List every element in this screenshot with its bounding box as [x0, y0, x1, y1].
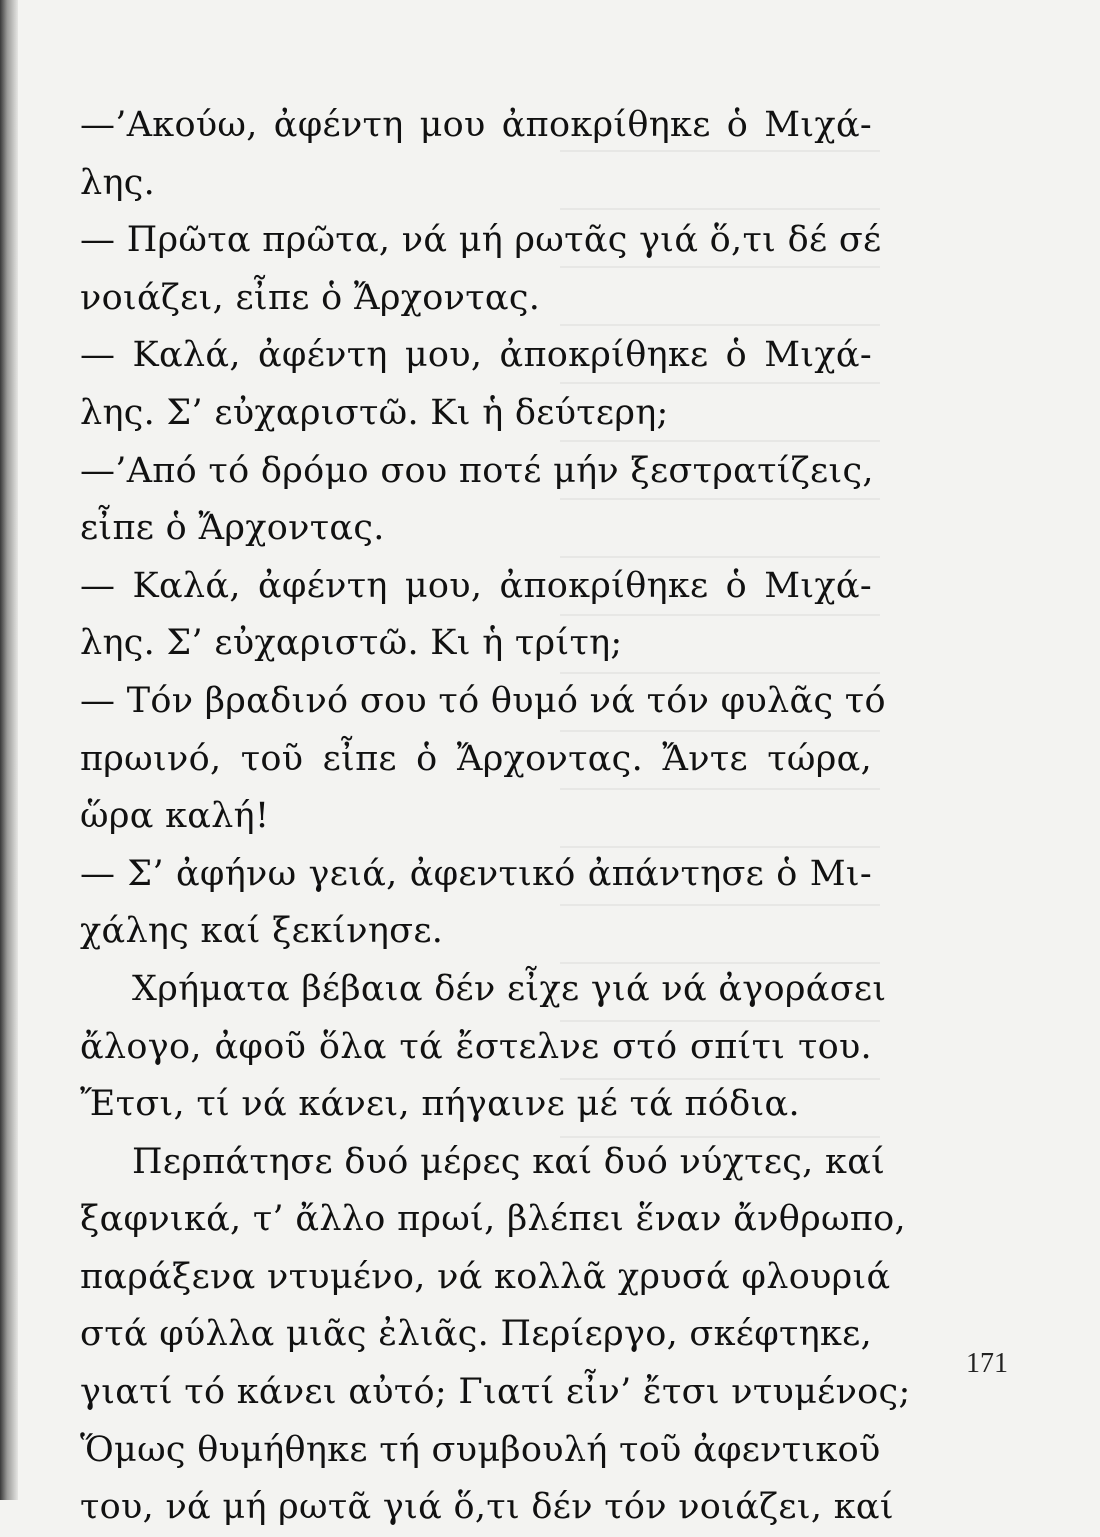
text-line: του, νά μή ρωτᾶ γιά ὅ,τι δέν τόν νοιάζει, καί: [80, 1487, 894, 1528]
text-line: — Καλά, ἀφέντη μου, ἀποκρίθηκε ὁ Μιχά-: [80, 335, 872, 376]
text-line: λης.: [80, 162, 156, 203]
text-line: ἄλογο, ἀφοῦ ὅλα τά ἔστελνε στό σπίτι του.: [80, 1026, 872, 1067]
text-line: Ἔτσι, τί νά κάνει, πήγαινε μέ τά πόδια.: [80, 1084, 800, 1125]
text-line: — Καλά, ἀφέντη μου, ἀποκρίθηκε ὁ Μιχά-: [80, 565, 872, 606]
text-line: χάλης καί ξεκίνησε.: [80, 911, 444, 952]
text-line: —’Από τό δρόμο σου ποτέ μήν ξεστρατίζεις,: [80, 450, 874, 491]
text-line: λης. Σ’ εὐχαριστῶ. Κι ἡ τρίτη;: [80, 623, 623, 664]
text-line: — Σ’ ἀφήνω γειά, ἀφεντικό ἀπάντησε ὁ Μι-: [80, 853, 872, 894]
text-line: γιατί τό κάνει αὐτό; Γιατί εἶν’ ἔτσι ντυμένος;: [80, 1372, 911, 1413]
text-line: ξαφνικά, τ’ ἄλλο πρωί, βλέπει ἕναν ἄνθρωπο,: [80, 1199, 906, 1240]
text-line: εἶπε ὁ Ἄρχοντας.: [80, 508, 385, 549]
book-gutter-shadow: [0, 0, 18, 1500]
text-line: νοιάζει, εἶπε ὁ Ἄρχοντας.: [80, 277, 541, 318]
text-line: Περπάτησε δυό μέρες καί δυό νύχτες, καί: [132, 1141, 886, 1182]
text-line: — Τόν βραδινό σου τό θυμό νά τόν φυλᾶς τό: [80, 680, 886, 721]
text-line: Ὅμως θυμήθηκε τή συμβουλή τοῦ ἀφεντικοῦ: [80, 1429, 881, 1470]
page-body-text: [80, 97, 911, 1537]
text-line: — Πρῶτα πρῶτα, νά μή ρωτᾶς γιά ὅ,τι δέ σέ: [80, 220, 882, 261]
text-line: πρωινό, τοῦ εἶπε ὁ Ἄρχοντας. Ἄντε τώρα,: [80, 738, 872, 779]
text-line: ὥρα καλή!: [80, 796, 270, 837]
text-line: παράξενα ντυμένο, νά κολλᾶ χρυσά φλουριά: [80, 1256, 891, 1297]
page-number: 171: [966, 1348, 1008, 1379]
text-line: —’Ακούω, ἀφέντη μου ἀποκρίθηκε ὁ Μιχά-: [80, 105, 872, 145]
text-line: Χρήματα βέβαια δέν εἶχε γιά νά ἀγοράσει: [132, 968, 887, 1009]
text-line: στά φύλλα μιᾶς ἐλιᾶς. Περίεργο, σκέφτηκε,: [80, 1314, 873, 1355]
text-line: λης. Σ’ εὐχαριστῶ. Κι ἡ δεύτερη;: [80, 392, 669, 433]
